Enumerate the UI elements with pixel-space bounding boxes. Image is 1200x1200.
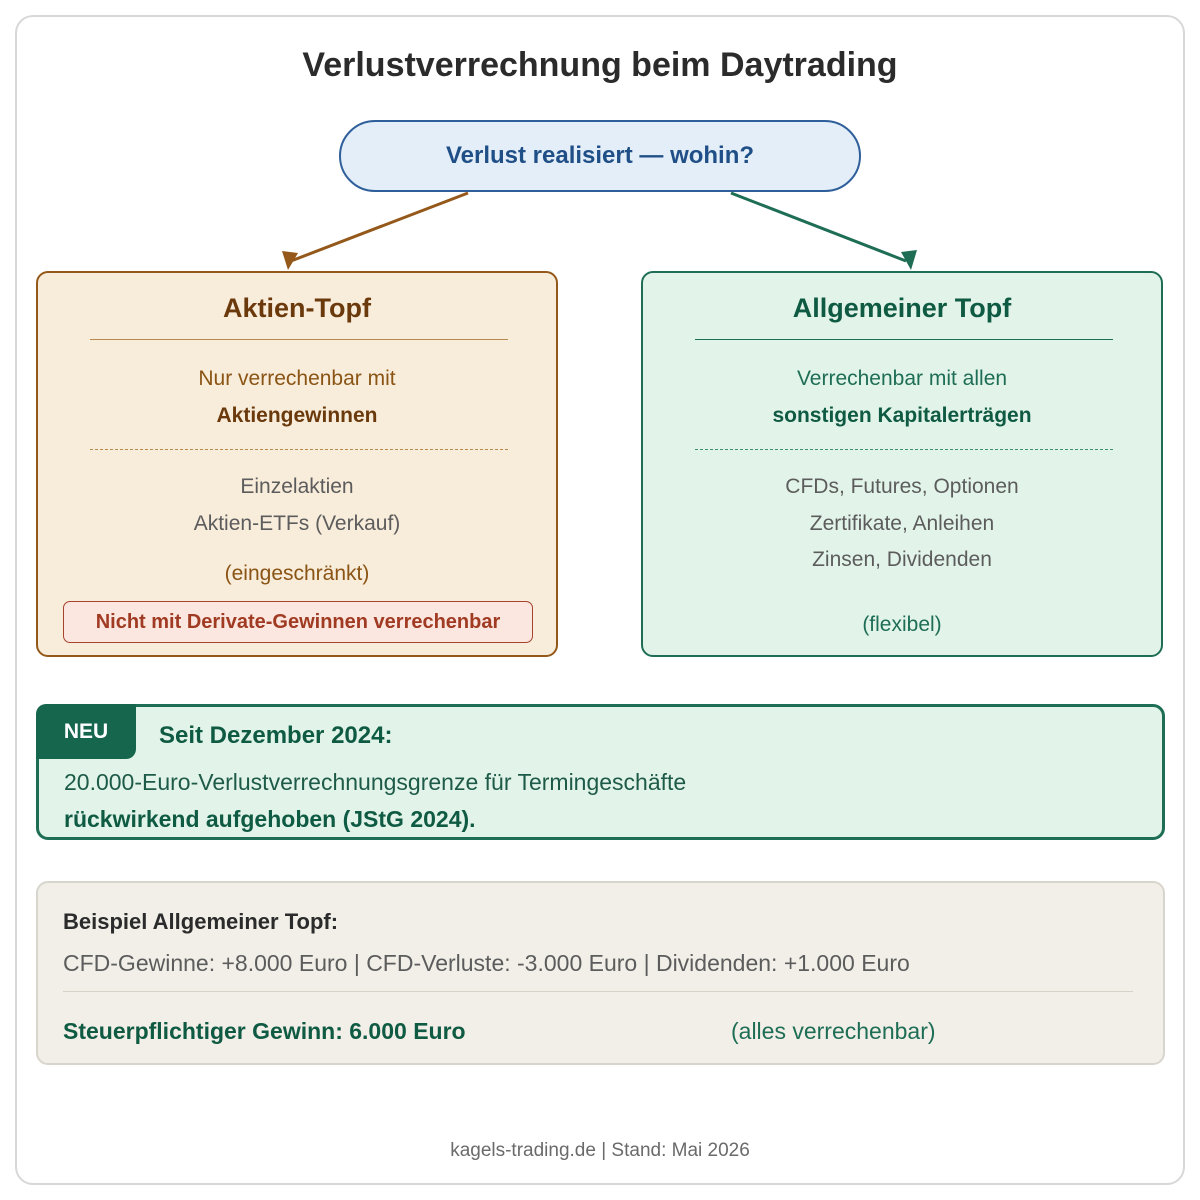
example-box xyxy=(36,881,1165,1065)
arrow-to-general-pot xyxy=(731,193,917,270)
general-pot-item: Zinsen, Dividenden xyxy=(812,548,992,571)
warning-label: Nicht mit Derivate-Gewinnen verrechenbar xyxy=(95,610,501,633)
news-box xyxy=(36,704,1165,840)
general-pot-divider xyxy=(695,339,1113,340)
news-text-bold: rückwirkend aufgehoben (JStG 2024). xyxy=(64,806,476,832)
footer-source: kagels-trading.de | Stand: Mai 2026 xyxy=(450,1140,750,1161)
derivatives-warning-badge xyxy=(63,601,533,643)
question-label: Verlust realisiert — wohin? xyxy=(445,142,755,169)
stock-pot-title: Aktien-Topf xyxy=(223,293,371,323)
stock-pot-tag: (eingeschränkt) xyxy=(224,562,370,585)
general-pot-dashed-divider xyxy=(695,449,1113,450)
example-divider xyxy=(63,991,1133,992)
general-pot-item: Zertifikate, Anleihen xyxy=(809,512,995,535)
news-heading: Seit Dezember 2024: xyxy=(159,722,393,749)
example-note: (alles verrechenbar) xyxy=(731,1018,936,1044)
general-pot-box xyxy=(641,271,1163,657)
example-calculation: CFD-Gewinne: +8.000 Euro | CFD-Verluste: -3.000 Euro | Dividenden: +1.000 Euro xyxy=(63,950,910,976)
general-pot-item: CFDs, Futures, Optionen xyxy=(785,475,1019,498)
stock-pot-dashed-divider xyxy=(90,449,508,450)
stock-pot-desc-2: Aktiengewinnen xyxy=(216,404,378,427)
stock-pot-item: Einzelaktien xyxy=(240,475,354,498)
example-heading: Beispiel Allgemeiner Topf: xyxy=(63,909,339,934)
general-pot-title: Allgemeiner Topf xyxy=(792,293,1012,323)
stock-pot-desc-1: Nur verrechenbar mit xyxy=(198,367,396,390)
arrow-to-stock-pot xyxy=(282,193,468,270)
general-pot-desc-2: sonstigen Kapitalerträgen xyxy=(772,404,1032,427)
stock-pot-box xyxy=(36,271,558,657)
page-title: Verlustverrechnung beim Daytrading xyxy=(302,46,898,84)
stock-pot-divider xyxy=(90,339,508,340)
new-badge: NEU xyxy=(36,704,136,759)
general-pot-tag: (flexibel) xyxy=(862,613,942,636)
example-result: Steuerpflichtiger Gewinn: 6.000 Euro xyxy=(63,1018,466,1044)
news-text: 20.000-Euro-Verlustverrechnungsgrenze für Termingeschäfte xyxy=(64,769,687,795)
general-pot-desc-1: Verrechenbar mit allen xyxy=(796,367,1008,390)
stock-pot-item: Aktien-ETFs (Verkauf) xyxy=(193,512,401,535)
